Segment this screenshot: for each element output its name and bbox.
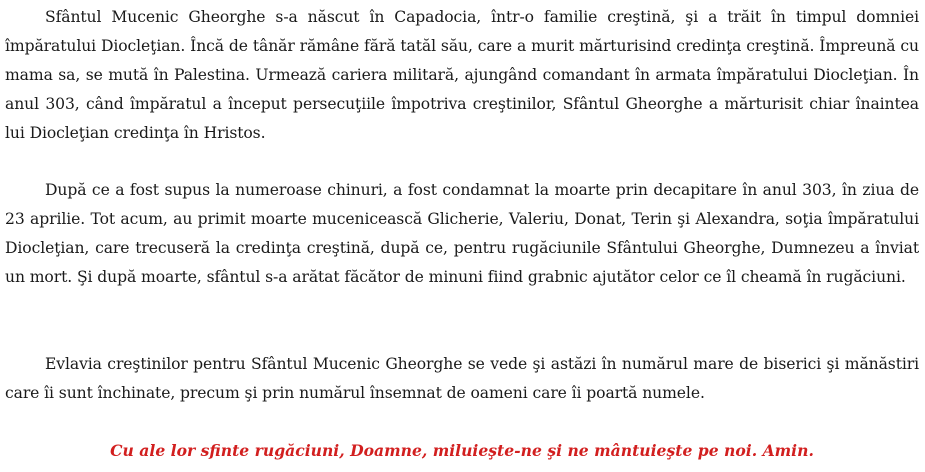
paragraph-martyrdom: După ce a fost supus la numeroase chinuri, a fost condamnat la moarte prin decapitare în anul 303, în ziua de 23 aprilie. Tot acum, au primit moarte mucenicească Glicherie, Valeriu, Donat, Terin şi Alexandra, soţia împăratului Diocleţian, care trecuseră la credinţa creştină, după ce, pentru rugăciunile Sfântului Gheorghe, Dumnezeu a înviat un mort. Şi după moarte, sfântul s-a arătat făcător de minuni fiind grabnic ajutător celor ce îl cheamă în rugăciuni.: [5, 181, 919, 286]
paragraph-birth-and-career: Sfântul Mucenic Gheorghe s-a născut în Capadocia, într-o familie creştină, şi a trăit în timpul domniei împăratului Diocleţian. Încă de tânăr rămâne fără tatăl său, care a murit mărturisind credinţa creştină. Împreună cu mama sa, se mută în Palestina. Urmează cariera militară, ajungând comandant în armata împăratului Diocleţian. În anul 303, când împăratul a început persecuţiile împotriva creştinilor, Sfântul Gheorghe a mărturisit chiar înaintea lui Diocleţian credinţa în Hristos.: [5, 8, 919, 142]
closing-prayer: Cu ale lor sfinte rugăciuni, Doamne, miluieşte-ne şi ne mântuieşte pe noi. Amin.: [110, 441, 814, 460]
paragraph-veneration: Evlavia creştinilor pentru Sfântul Mucenic Gheorghe se vede şi astăzi în numărul mare de biserici şi mănăstiri care îi sunt închinate, precum şi prin numărul însemnat de oameni care îi poartă numele.: [5, 355, 919, 402]
